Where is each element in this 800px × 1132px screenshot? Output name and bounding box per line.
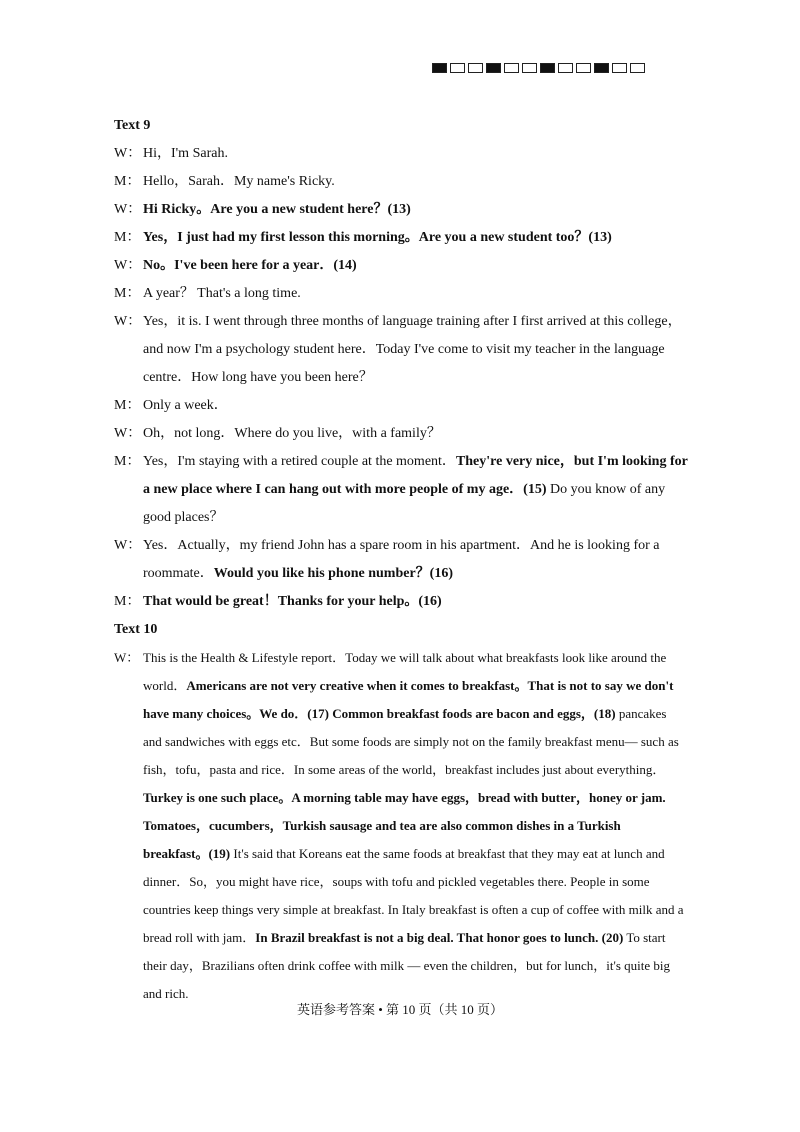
utterance-text: pancakes and sandwiches with eggs etc．But some foods are simply not on the family breakfast menu— such as fish，tofu，pasta and rice．In some areas of the world，breakfast includes just about everything．: [143, 706, 679, 777]
utterance-text: Hi，I'm Sarah.: [143, 146, 228, 161]
utterance-text: This is the Health & Lifestyle report．Today we will talk about what breakfasts look like around the world．: [143, 650, 667, 693]
document-body: [114, 112, 688, 1008]
dialogue-line: [114, 168, 688, 196]
utterance: [143, 532, 688, 588]
section-title: Text 9: [114, 118, 151, 133]
utterance-text: Only a week．: [143, 398, 228, 413]
utterance: [143, 252, 688, 280]
utterance-text: It's said that Koreans eat the same foods at breakfast that they may eat at lunch and dinner．So，you might have rice，soups with tofu and pickled vegetables there. People in some countries keep things very simple at breakfast. In Italy breakfast is often a cup of coffee with milk and a bread roll with jam．: [143, 846, 684, 945]
dialogue-line: [114, 448, 688, 532]
answer-highlight: Americans are not very creative when it comes to breakfast。That is not to say we don't have many choices。We do．(17) Common breakfast foods are bacon and eggs，(18): [143, 678, 674, 721]
utterance: [143, 224, 688, 252]
dialogue-line: [114, 644, 688, 1008]
speaker-label: W：: [114, 538, 142, 553]
marker-empty: [630, 63, 645, 73]
speaker-label: M：: [114, 174, 141, 189]
speaker-label: M：: [114, 454, 141, 469]
marker-filled: [540, 63, 555, 73]
section-markers: [432, 63, 645, 73]
speaker-label: W：: [114, 146, 142, 161]
dialogue-line: [114, 196, 688, 224]
dialogue-line: [114, 252, 688, 280]
utterance: [143, 644, 688, 1008]
utterance: [143, 168, 688, 196]
answer-highlight: That would be great！Thanks for your help。(16): [143, 594, 442, 609]
answer-highlight: They're very nice，but I'm looking for a new place where I can hang out with more people of my age．(15): [143, 454, 688, 497]
dialogue-line: [114, 224, 688, 252]
marker-empty: [612, 63, 627, 73]
section-title: Text 10: [114, 622, 158, 637]
speaker-label: W：: [114, 202, 142, 217]
utterance-text: Yes，it is. I went through three months of language training after I first arrived at this college，and now I'm a psychology student here．Today I've come to visit my teacher in the language centre．How long have you been here？: [143, 314, 682, 385]
utterance: [143, 448, 688, 532]
marker-empty: [450, 63, 465, 73]
utterance: [143, 588, 688, 616]
speaker-label: W：: [114, 314, 142, 329]
marker-filled: [486, 63, 501, 73]
page-footer: 英语参考答案 • 第 10 页（共 10 页）: [296, 1002, 504, 1017]
utterance: [143, 392, 688, 420]
dialogue-line: [114, 308, 688, 392]
utterance: [143, 140, 688, 168]
answer-highlight: Turkey is one such place。A morning table may have eggs，bread with butter，honey or jam. Tomatoes，cucumbers，Turkish sausage and tea are also common dishes in a Turkish breakfast。(19): [143, 790, 666, 861]
speaker-label: M：: [114, 594, 141, 609]
dialogue-line: [114, 392, 688, 420]
dialogue-line: [114, 588, 688, 616]
utterance-text: Do you know of any good places？: [143, 482, 666, 525]
answer-highlight: Hi Ricky。Are you a new student here？(13): [143, 202, 411, 217]
speaker-label: M：: [114, 230, 141, 245]
speaker-label: M：: [114, 286, 141, 301]
speaker-label: W：: [114, 258, 142, 273]
answer-highlight: In Brazil breakfast is not a big deal. That honor goes to lunch. (20): [255, 930, 624, 945]
marker-empty: [576, 63, 591, 73]
dialogue-line: [114, 280, 688, 308]
marker-empty: [522, 63, 537, 73]
utterance: [143, 196, 688, 224]
dialogue-line: [114, 532, 688, 588]
answer-highlight: No。I've been here for a year．(14): [143, 258, 357, 273]
dialogue-line: [114, 420, 688, 448]
speaker-label: W：: [114, 650, 140, 665]
marker-empty: [558, 63, 573, 73]
marker-filled: [594, 63, 609, 73]
utterance-text: To start their day，Brazilians often drink coffee with milk — even the children，but for lunch，it's quite big and rich.: [143, 930, 671, 1001]
speaker-label: W：: [114, 426, 142, 441]
answer-highlight: Yes，I just had my first lesson this morning。Are you a new student too？(13): [143, 230, 612, 245]
answer-highlight: Would you like his phone number？(16): [213, 566, 453, 581]
marker-filled: [432, 63, 447, 73]
utterance-text: Hello，Sarah．My name's Ricky.: [143, 174, 335, 189]
section-10: [114, 616, 688, 1008]
utterance-text: Yes，I'm staying with a retired couple at the moment．: [143, 454, 456, 469]
marker-empty: [468, 63, 483, 73]
section-9: [114, 112, 688, 616]
utterance-text: Oh，not long．Where do you live，with a family？: [143, 426, 441, 441]
utterance-text: Yes．Actually，my friend John has a spare room in his apartment．And he is looking for a roommate．: [143, 538, 660, 581]
marker-empty: [504, 63, 519, 73]
utterance: [143, 308, 688, 392]
utterance: [143, 420, 688, 448]
utterance-text: A year？ That's a long time.: [143, 286, 301, 301]
dialogue-line: [114, 140, 688, 168]
utterance: [143, 280, 688, 308]
speaker-label: M：: [114, 398, 141, 413]
